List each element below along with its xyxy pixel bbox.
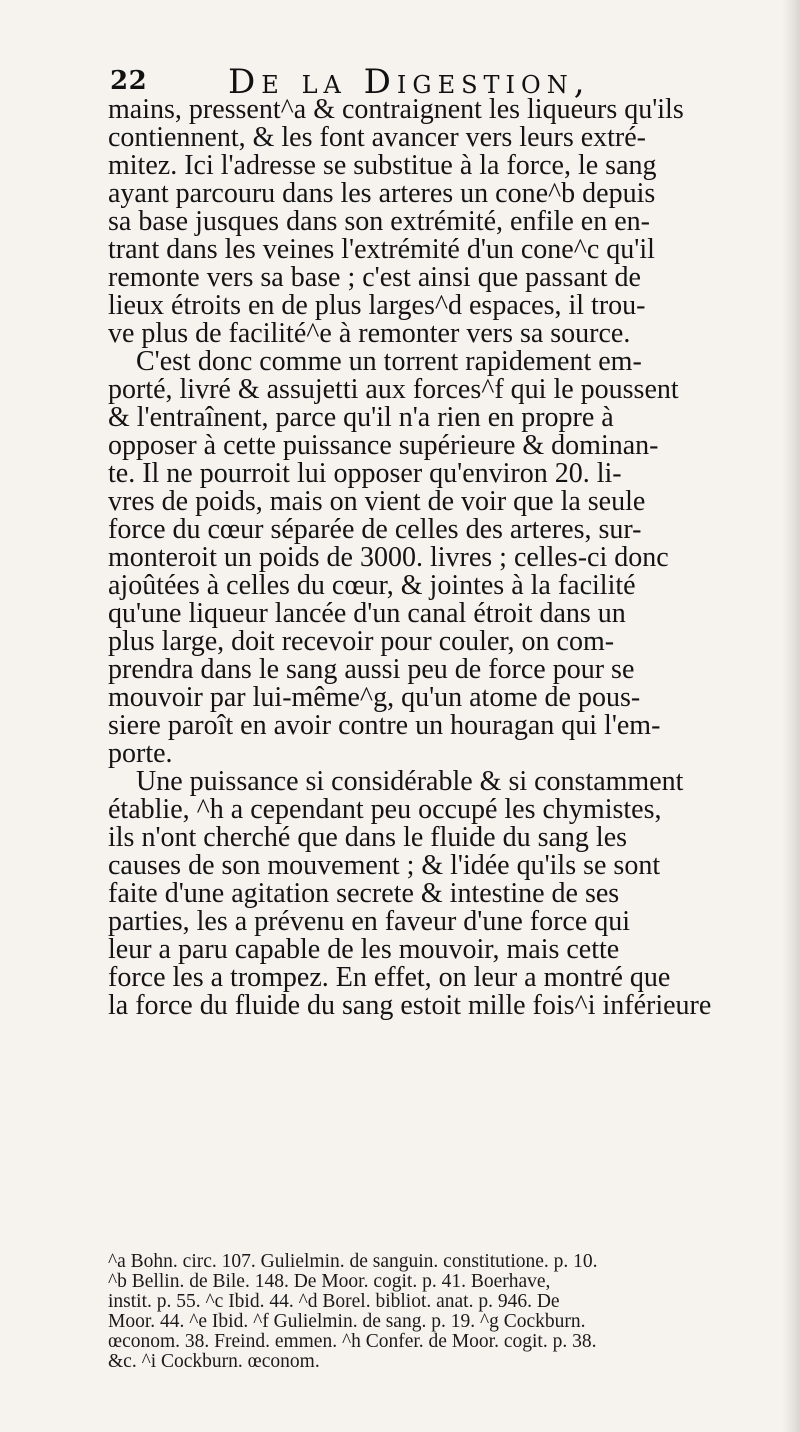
running-head: De la Digestion,	[228, 62, 591, 102]
text-line: te. Il ne pourroit lui opposer qu'environ 20. li-	[108, 460, 622, 488]
footnote-line: ^b Bellin. de Bile. 148. De Moor. cogit. p. 41. Boerhave,	[108, 1272, 551, 1292]
text-line: ajoûtées à celles du cœur, & jointes à la facilité	[108, 572, 636, 600]
text-line: mouvoir par lui-même^g, qu'un atome de pous-	[108, 684, 641, 712]
text-line: la force du fluide du sang estoit mille fois^i inférieure	[108, 992, 712, 1020]
text-line: sa base jusques dans son extrémité, enfile en en-	[108, 208, 650, 236]
footnote-line: œconom. 38. Freind. emmen. ^h Confer. de Moor. cogit. p. 38.	[108, 1332, 597, 1352]
footnote-line: ^a Bohn. circ. 107. Gulielmin. de sanguin. constitutione. p. 10.	[108, 1252, 598, 1272]
text-line: mains, pressent^a & contraignent les liqueurs qu'ils	[108, 96, 684, 124]
footnote-line: instit. p. 55. ^c Ibid. 44. ^d Borel. bibliot. anat. p. 946. De	[108, 1292, 560, 1312]
text-line: C'est donc comme un torrent rapidement em-	[136, 348, 642, 376]
text-line: qu'une liqueur lancée d'un canal étroit dans un	[108, 600, 626, 628]
text-line: ve plus de facilité^e à remonter vers sa source.	[108, 320, 631, 348]
text-line: leur a paru capable de les mouvoir, mais cette	[108, 936, 620, 964]
text-line: lieux étroits en de plus larges^d espaces, il trou-	[108, 292, 646, 320]
footnote-line: Moor. 44. ^e Ibid. ^f Gulielmin. de sang. p. 19. ^g Cockburn.	[108, 1312, 586, 1332]
page-number: 22	[110, 66, 148, 96]
text-line: Une puissance si considérable & si constamment	[136, 768, 684, 796]
text-line: ayant parcouru dans les arteres un cone^b depuis	[108, 180, 656, 208]
text-line: force les a trompez. En effet, on leur a montré que	[108, 964, 671, 992]
page-edge-shadow	[782, 0, 800, 1432]
text-line: plus large, doit recevoir pour couler, on com-	[108, 628, 615, 656]
text-line: & l'entraînent, parce qu'il n'a rien en propre à	[108, 404, 614, 432]
body-text	[108, 96, 783, 1020]
text-line: prendra dans le sang aussi peu de force pour se	[108, 656, 635, 684]
footnote-line: &c. ^i Cockburn. œconom.	[108, 1352, 320, 1372]
footnotes	[108, 1252, 783, 1372]
text-line: contiennent, & les font avancer vers leurs extré-	[108, 124, 647, 152]
text-line: faite d'une agitation secrete & intestine de ses	[108, 880, 620, 908]
text-line: causes de son mouvement ; & l'idée qu'ils se sont	[108, 852, 661, 880]
text-line: porté, livré & assujetti aux forces^f qui le poussent	[108, 376, 679, 404]
text-line: trant dans les veines l'extrémité d'un cone^c qu'il	[108, 236, 655, 264]
text-line: vres de poids, mais on vient de voir que la seule	[108, 488, 646, 516]
text-line: force du cœur séparée de celles des arteres, sur-	[108, 516, 642, 544]
text-line: parties, les a prévenu en faveur d'une force qui	[108, 908, 631, 936]
text-line: mitez. Ici l'adresse se substitue à la force, le sang	[108, 152, 657, 180]
text-line: siere paroît en avoir contre un houragan qui l'em-	[108, 712, 661, 740]
text-line: remonte vers sa base ; c'est ainsi que passant de	[108, 264, 641, 292]
text-line: opposer à cette puissance supérieure & dominan-	[108, 432, 659, 460]
text-line: monteroit un poids de 3000. livres ; celles-ci donc	[108, 544, 669, 572]
text-line: établie, ^h a cependant peu occupé les chymistes,	[108, 796, 662, 824]
text-line: ils n'ont cherché que dans le fluide du sang les	[108, 824, 628, 852]
text-line: porte.	[108, 740, 173, 768]
